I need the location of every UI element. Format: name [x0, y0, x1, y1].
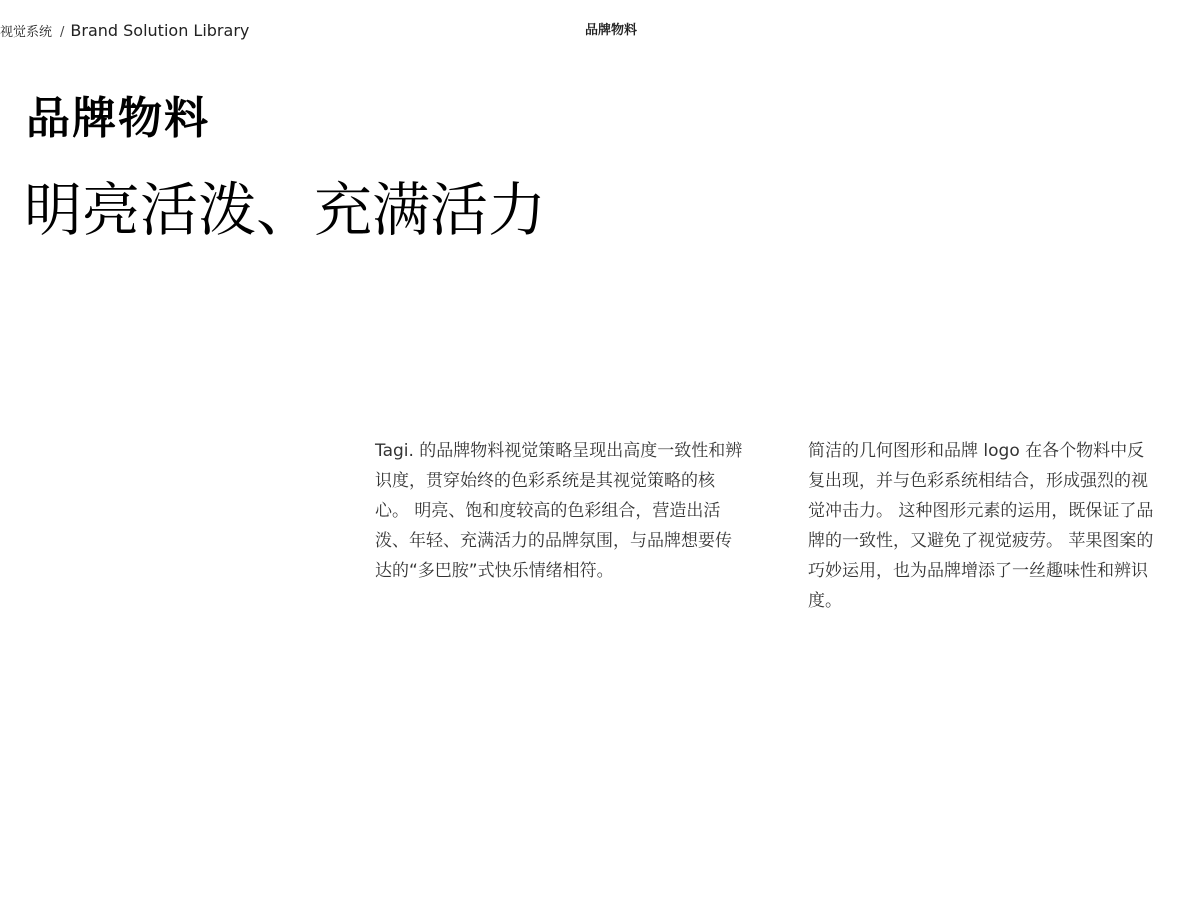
breadcrumb-separator: / [60, 25, 65, 40]
breadcrumb-item-visual-system[interactable]: 视觉系统 [0, 25, 53, 40]
breadcrumb [0, 20, 249, 44]
page-subtitle: 明亮活泼、充满活力 [24, 176, 547, 244]
page-title: 品牌物料 [26, 93, 210, 144]
breadcrumb-item-brand-solution-library[interactable]: Brand Solution Library [70, 21, 250, 40]
section-label: 品牌物料 [585, 23, 638, 38]
body-paragraph-left: Tagi. 的品牌物料视觉策略呈现出高度一致性和辨识度，贯穿始终的色彩系统是其视觉策略的核心。 明亮、饱和度较高的色彩组合，营造出活泼、年轻、充满活力的品牌氛围，与品牌想要传达的“多巴胺”式快乐情绪相符。 [375, 441, 743, 581]
page-header [0, 0, 1200, 60]
body-paragraph-right: 简洁的几何图形和品牌 logo 在各个物料中反复出现，并与色彩系统相结合，形成强烈的视觉冲击力。 这种图形元素的运用，既保证了品牌的一致性，又避免了视觉疲劳。 苹果图案的巧妙运用，也为品牌增添了一丝趣味性和辨识度。 [808, 441, 1154, 611]
